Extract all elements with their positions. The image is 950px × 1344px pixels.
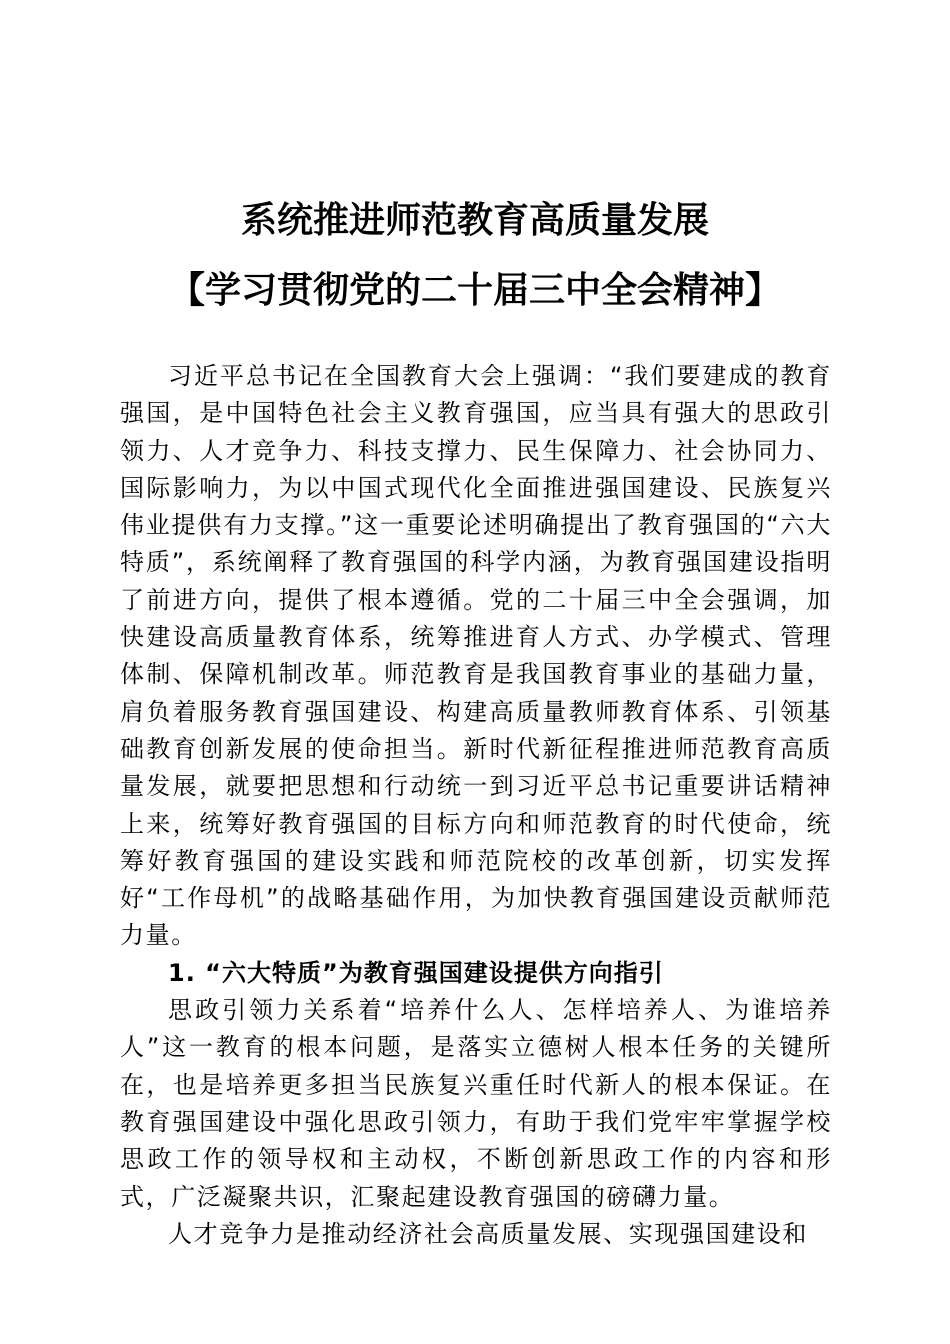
document-subtitle: 【学习贯彻党的二十届三中全会精神】 [168,269,781,311]
intro-paragraph: 习近平总书记在全国教育大会上强调：“我们要建成的教育强国，是中国特色社会主义教育强国，应当具有强大的思政引领力、人才竞争力、科技支撑力、民生保障力、社会协同力、国际影响力，为以中国式现代化全面推进强国建设、民族复兴伟业提供有力支撑。”这一重要论述明确提出了教育强国的“六大特质”，系统阐释了教育强国的科学内涵，为教育强国建设指明了前进方向，提供了根本遵循。党的二十届三中全会强调，加快建设高质量教育体系，统筹推进育人方式、办学模式、管理体制、保障机制改革。师范教育是我国教育事业的基础力量，肩负着服务教育强国建设、构建高质量教师教育体系、引领基础教育创新发展的使命担当。新时代新征程推进师范教育高质量发展，就要把思想和行动统一到习近平总书记重要讲话精神上来，统筹好教育强国的目标方向和师范教育的时代使命，统筹好教育强国的建设实践和师范院校的改革创新，切实发挥好“工作母机”的战略基础作用，为加快教育强国建设贡献师范力量。 [120,362,832,950]
section-paragraph: 人才竞争力是推动经济社会高质量发展、实现强国建设和 [168,1219,808,1248]
document-title: 系统推进师范教育高质量发展 [240,199,709,241]
document-body [120,358,832,1253]
section-paragraph: 思政引领力关系着“培养什么人、怎样培养人、为谁培养人”这一教育的根本问题，是落实立德树人根本任务的关键所在，也是培养更多担当民族复兴重任时代新人的根本保证。在教育强国建设中强化思政引领力，有助于我们党牢牢掌握学校思政工作的领导权和主动权，不断创新思政工作的内容和形式，广泛凝聚共识，汇聚起建设教育强国的磅礴力量。 [120,996,832,1211]
section-heading: 1. “六大特质”为教育强国建设提供方向指引 [168,958,664,987]
